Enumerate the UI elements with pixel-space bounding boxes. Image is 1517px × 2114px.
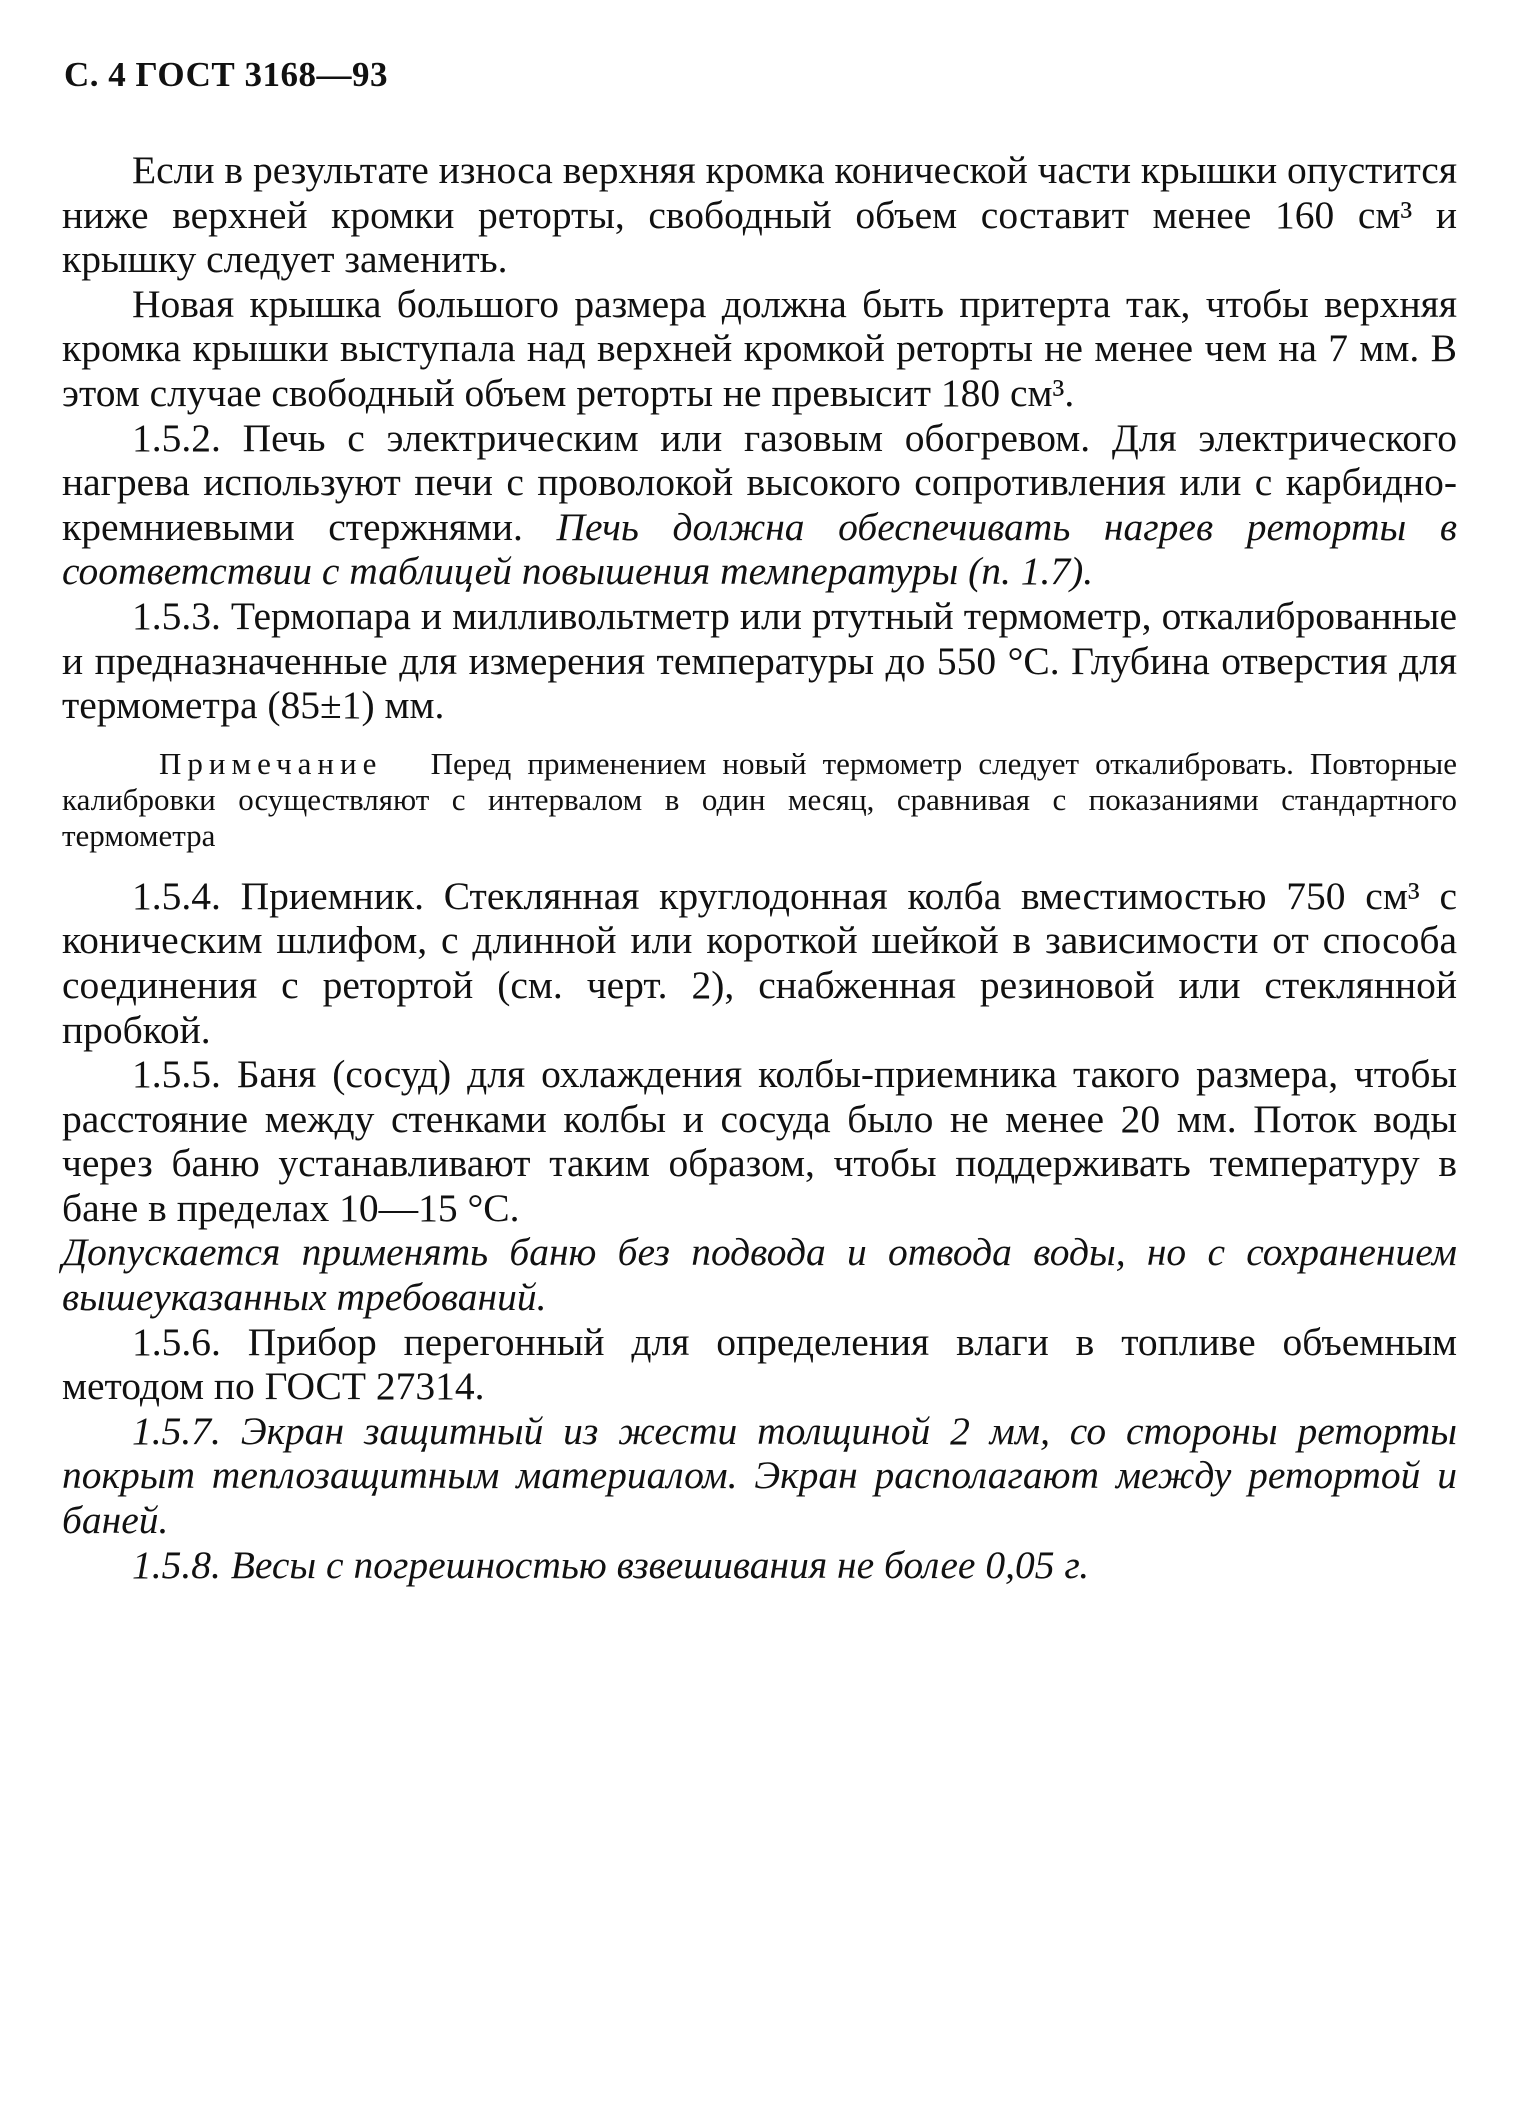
paragraph-1-5-2 xyxy=(62,416,1457,594)
paragraph-bath-allowance: Допускается применять баню без подвода и отвода воды, но с сохранением вышеуказанных требований. xyxy=(62,1230,1457,1320)
paragraph-1-5-4: 1.5.4. Приемник. Стеклянная круглодонная колба вместимостью 750 см³ с коническим шлифом, с длинной или короткой шейкой в зависимости от способа соединения с ретортой (см. черт. 2), снабженная резиновой или стеклянной пробкой. xyxy=(62,873,1457,1052)
note xyxy=(62,746,1457,854)
document-body xyxy=(62,148,1457,1587)
paragraph-lid-wear: Если в результате износа верхняя кромка конической части крышки опустится ниже верхней кромки реторты, свободный объем составит менее 160 см³ и крышку следует заменить. xyxy=(62,148,1457,282)
paragraph-1-5-5: 1.5.5. Баня (сосуд) для охлаждения колбы-приемника такого размера, чтобы расстояние между стенками колбы и сосуда было не менее 20 мм. Поток воды через баню устанавливают таким образом, чтобы поддерживать температуру в бане в пределах 10—15 °С. xyxy=(62,1052,1457,1230)
note-label: Примечание xyxy=(159,745,383,781)
paragraph-1-5-6: 1.5.6. Прибор перегонный для определения влаги в топливе объемным методом по ГОСТ 27314. xyxy=(62,1319,1457,1409)
note-text: Перед применением новый термометр следует откалибровать. Повторные калибровки осуществляют с интервалом в один месяц, сравнивая с показаниями стандартного термометра xyxy=(62,745,1458,853)
paragraph-new-lid: Новая крышка большого размера должна быть притерта так, чтобы верхняя кромка крышки выступала над верхней кромкой реторты не менее чем на 7 мм. В этом случае свободный объем реторты не превысит 180 см³. xyxy=(62,281,1457,415)
paragraph-1-5-8: 1.5.8. Весы с погрешностью взвешивания не более 0,05 г. xyxy=(132,1542,1090,1587)
paragraph-1-5-7: 1.5.7. Экран защитный из жести толщиной 2 мм, со стороны реторты покрыт теплозащитным материалом. Экран располагают между ретортой и баней. xyxy=(62,1408,1457,1543)
paragraph-1-5-3: 1.5.3. Термопара и милливольтметр или ртутный термометр, откалиброванные и предназначенные для измерения температуры до 550 °С. Глубина отверстия для термометра (85±1) мм. xyxy=(62,593,1457,728)
paragraph-1-5-2-italic: Печь должна обеспечивать нагрев реторты в соответствии с таблицей повышения температуры (п. 1.7). xyxy=(62,504,1457,594)
paragraph-1-5-2-text: 1.5.2. Печь с электрическим или газовым обогревом. Для электрического нагрева используют печи с проволокой высокого сопротивления или с карбидно-кремниевыми стержнями. xyxy=(62,415,1457,549)
page-header: С. 4 ГОСТ 3168—93 xyxy=(64,55,388,94)
